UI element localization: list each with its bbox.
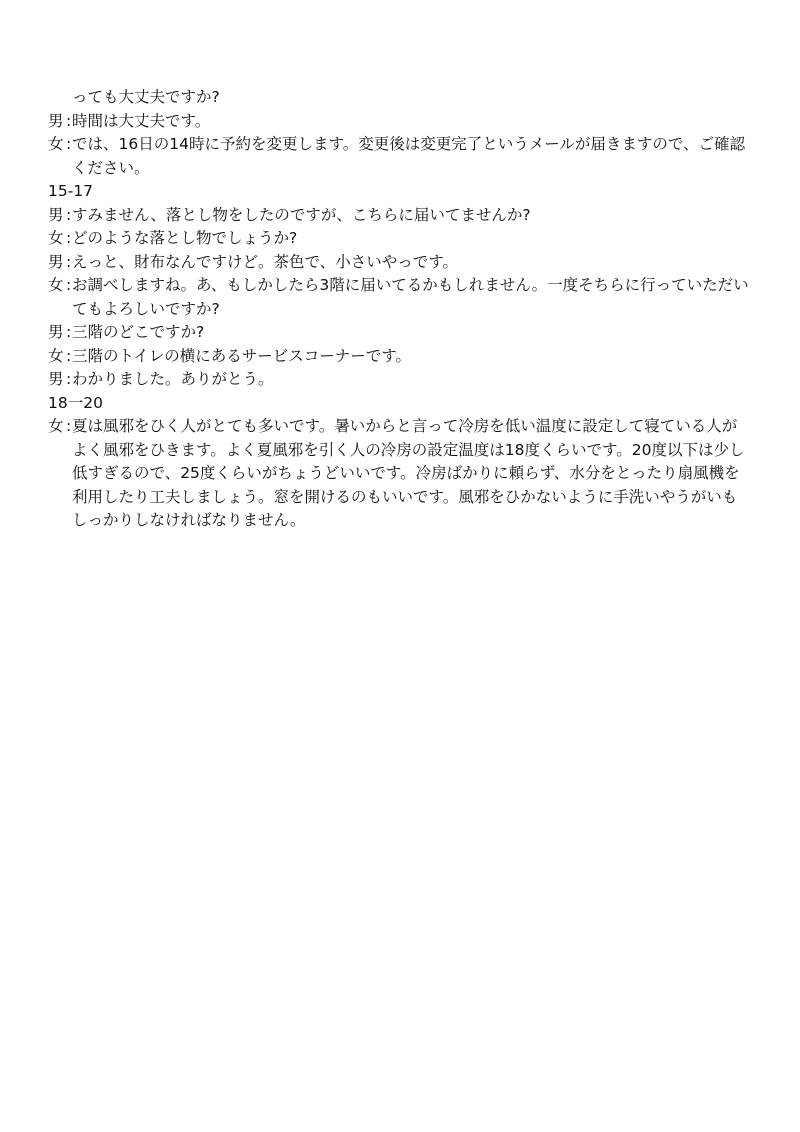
speaker-colon: : — [66, 229, 72, 247]
speaker-label: 男 — [48, 111, 64, 130]
dialogue-line — [48, 415, 752, 533]
dialogue-line — [48, 86, 752, 110]
speaker-colon: : — [66, 252, 72, 271]
dialogue-line — [48, 345, 752, 369]
line-text: 時間は大丈夫です。 — [72, 111, 211, 130]
speaker-colon: : — [66, 323, 72, 341]
speaker-colon: : — [66, 417, 72, 435]
speaker-label: 男 — [48, 370, 64, 388]
speaker-label: 女 — [48, 135, 64, 153]
speaker-label: 男 — [48, 205, 64, 224]
line-text: お調べしますね。あ、もしかしたら3階に届いてるかもしれません。一度そちらに行っていただいてもよろしいですか? — [72, 276, 749, 318]
line-text: 三階のどこですか? — [72, 323, 205, 341]
dialogue-line — [48, 321, 752, 345]
line-text: っても大丈夫ですか? — [72, 88, 220, 106]
dialogue-line — [48, 110, 752, 134]
dialogue-line — [48, 274, 752, 321]
line-text: 夏は風邪をひく人がとても多いです。暑いからと言って冷房を低い温度に設定して寝ている人がよく風邪をひきます。よく夏風邪を引く人の冷房の設定温度は18度くらいです。20度以下は少し低すぎるので、25度くらいがちょうどいいです。冷房ばかりに頼らず、水分をとったり扇風機を利用したり工夫しましょう。窓を開けるのもいいです。風邪をひかないように手洗いやうがいもしっかりしなければなりません。 — [72, 417, 745, 529]
dialogue-line — [48, 368, 752, 392]
section-label-15-17: 15-17 — [48, 182, 94, 200]
dialogue-line — [48, 227, 752, 251]
speaker-label: 女 — [48, 229, 64, 247]
speaker-colon: : — [66, 205, 72, 224]
speaker-label: 女 — [48, 417, 64, 435]
section-label-18-20: 18一20 — [48, 393, 103, 412]
line-text: えっと、財布なんですけど。茶色で、小さいやっです。 — [72, 252, 458, 271]
line-text: わかりました。ありがとう。 — [72, 370, 274, 388]
speaker-label: 女 — [48, 276, 64, 294]
speaker-label: 女 — [48, 346, 64, 365]
speaker-colon: : — [66, 276, 72, 294]
dialogue-line — [48, 133, 752, 180]
line-text: すみません、落とし物をしたのですが、こちらに届いてませんか? — [72, 205, 531, 224]
line-text: どのような落とし物でしょうか? — [72, 229, 298, 247]
speaker-colon: : — [66, 346, 72, 365]
speaker-label: 男 — [48, 252, 64, 271]
dialogue-line — [48, 251, 752, 275]
speaker-colon: : — [66, 370, 72, 388]
line-text: 三階のトイレの横にあるサービスコーナーです。 — [72, 346, 411, 365]
line-text: では、16日の14時に予約を変更します。変更後は変更完了というメールが届きますので、ご確認ください。 — [72, 135, 746, 177]
speaker-colon: : — [66, 135, 72, 153]
document-page — [48, 86, 752, 533]
dialogue-line — [48, 204, 752, 228]
speaker-colon: : — [66, 111, 72, 130]
speaker-label: 男 — [48, 323, 64, 341]
